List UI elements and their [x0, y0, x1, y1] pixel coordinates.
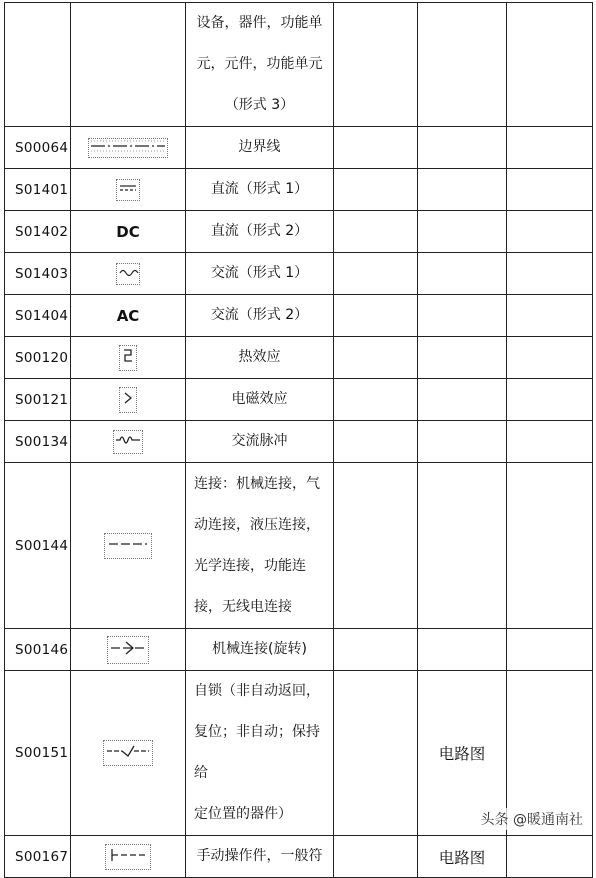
- category-cell: [418, 127, 507, 169]
- empty-cell: [507, 379, 593, 421]
- empty-cell: [507, 211, 593, 253]
- symbol-graphic-cell: [71, 211, 186, 253]
- symbol-name-line: 元，元件，功能单元: [196, 56, 323, 72]
- manual-operator-icon: [105, 844, 151, 870]
- empty-cell: [334, 127, 418, 169]
- symbol-name-line: 直流（形式 1）: [210, 181, 309, 197]
- symbol-name: [186, 127, 334, 169]
- empty-cell: [507, 3, 593, 127]
- table-row: [5, 463, 593, 629]
- empty-cell: [507, 337, 593, 379]
- symbol-graphic-cell: [71, 836, 186, 878]
- symbol-name-line: 交流（形式 2）: [210, 307, 309, 323]
- dc-line-icon: [116, 179, 140, 201]
- table-row: [5, 127, 593, 169]
- empty-cell: [507, 421, 593, 463]
- table-row: [5, 836, 593, 878]
- empty-cell: [507, 253, 593, 295]
- symbol-name-line: 动连接，液压连接，: [194, 516, 320, 533]
- empty-cell: [507, 127, 593, 169]
- empty-cell: [334, 211, 418, 253]
- empty-cell: [334, 463, 418, 629]
- symbol-name: [186, 337, 334, 379]
- empty-cell: [334, 337, 418, 379]
- symbol-name-line: 热效应: [238, 349, 281, 365]
- symbol-graphic-cell: [71, 169, 186, 211]
- empty-cell: [507, 463, 593, 629]
- empty-cell: [507, 836, 593, 878]
- symbol-name-line: 交流脉冲: [231, 433, 288, 449]
- symbol-name: [186, 671, 334, 836]
- symbol-name: [186, 836, 334, 878]
- empty-cell: [334, 629, 418, 671]
- boundary-line-icon: [88, 138, 168, 158]
- symbol-name-line: 边界线: [238, 139, 281, 155]
- symbol-code: S01402: [5, 211, 71, 253]
- mechanical-rotation-icon: [107, 636, 149, 664]
- watermark: 头条 @暖通南社: [478, 808, 586, 830]
- symbol-name-line: 设备，器件，功能单: [196, 15, 323, 31]
- symbol-name: [186, 169, 334, 211]
- symbol-code: S00146: [5, 629, 71, 671]
- category-cell: [418, 337, 507, 379]
- symbol-graphic-cell: [71, 463, 186, 629]
- table-row: [5, 421, 593, 463]
- symbol-name: [186, 379, 334, 421]
- empty-cell: [334, 421, 418, 463]
- ac-text-icon: AC: [116, 306, 140, 325]
- symbol-name-line: 定位置的器件）: [194, 806, 292, 822]
- category-cell: 电路图: [418, 836, 507, 878]
- symbol-graphic-cell: [71, 295, 186, 337]
- category-cell: [418, 3, 507, 127]
- symbol-name-line: 手动操作件，一般符: [196, 848, 323, 864]
- dc-text-icon: DC: [116, 222, 140, 241]
- table-row: [5, 337, 593, 379]
- symbol-name: [186, 3, 334, 127]
- symbol-code: S01404: [5, 295, 71, 337]
- symbol-name-line: 直流（形式 2）: [210, 223, 309, 239]
- symbol-graphic-cell: [71, 629, 186, 671]
- symbol-graphic-cell: [71, 379, 186, 421]
- symbol-name-line: 连接：机械连接，气: [194, 475, 320, 492]
- symbol-code: S00121: [5, 379, 71, 421]
- symbol-name-line: 自锁（非自动返回，: [194, 683, 320, 699]
- symbol-code: S00151: [5, 671, 71, 836]
- symbol-name: [186, 211, 334, 253]
- table-row: [5, 295, 593, 337]
- symbol-name: [186, 253, 334, 295]
- symbol-name: [186, 629, 334, 671]
- symbol-table: [4, 2, 593, 878]
- symbol-graphic-cell: [71, 127, 186, 169]
- symbol-name-line: 光学连接，功能连: [194, 557, 306, 574]
- category-cell: [418, 463, 507, 629]
- category-cell: [418, 211, 507, 253]
- empty-cell: [334, 671, 418, 836]
- empty-cell: [334, 253, 418, 295]
- ac-pulse-icon: [113, 430, 143, 454]
- empty-cell: [507, 169, 593, 211]
- symbol-name-line: （形式 3）: [224, 97, 295, 113]
- table-row: [5, 169, 593, 211]
- self-lock-icon: [103, 740, 153, 766]
- empty-cell: [507, 629, 593, 671]
- symbol-code: S00064: [5, 127, 71, 169]
- empty-cell: [334, 295, 418, 337]
- table-row: [5, 3, 593, 127]
- symbol-name: [186, 421, 334, 463]
- empty-cell: [507, 295, 593, 337]
- electromagnetic-effect-icon: [119, 387, 137, 413]
- category-cell: [418, 253, 507, 295]
- empty-cell: [334, 3, 418, 127]
- connection-icon: [104, 533, 152, 559]
- empty-cell: [334, 379, 418, 421]
- symbol-graphic-cell: [71, 671, 186, 836]
- symbol-code: S00120: [5, 337, 71, 379]
- symbol-name-line: 电磁效应: [231, 391, 288, 407]
- category-cell: [418, 421, 507, 463]
- symbol-code: [5, 3, 71, 127]
- symbol-code: S00134: [5, 421, 71, 463]
- symbol-code: S01403: [5, 253, 71, 295]
- symbol-graphic-cell: [71, 421, 186, 463]
- table-row: [5, 379, 593, 421]
- table-row: [5, 211, 593, 253]
- symbol-code: S00144: [5, 463, 71, 629]
- symbol-graphic-cell: [71, 3, 186, 127]
- table-row: [5, 253, 593, 295]
- symbol-name: [186, 463, 334, 629]
- ac-wave-icon: [116, 263, 140, 285]
- thermal-effect-icon: [119, 345, 137, 371]
- symbol-code: S01401: [5, 169, 71, 211]
- empty-cell: [334, 836, 418, 878]
- symbol-name-line: 复位；非自动；保持给: [194, 724, 320, 781]
- symbol-graphic-cell: [71, 337, 186, 379]
- category-cell: [418, 379, 507, 421]
- symbol-graphic-cell: [71, 253, 186, 295]
- symbol-name-line: 机械连接(旋转): [212, 641, 307, 657]
- symbol-name-line: 接，无线电连接: [194, 598, 292, 615]
- category-cell: [418, 629, 507, 671]
- symbol-code: S00167: [5, 836, 71, 878]
- symbol-name-line: 交流（形式 1）: [210, 265, 309, 281]
- empty-cell: [334, 169, 418, 211]
- category-cell: 电路图: [418, 671, 507, 836]
- symbol-name: [186, 295, 334, 337]
- category-cell: [418, 169, 507, 211]
- category-cell: [418, 295, 507, 337]
- table-row: [5, 629, 593, 671]
